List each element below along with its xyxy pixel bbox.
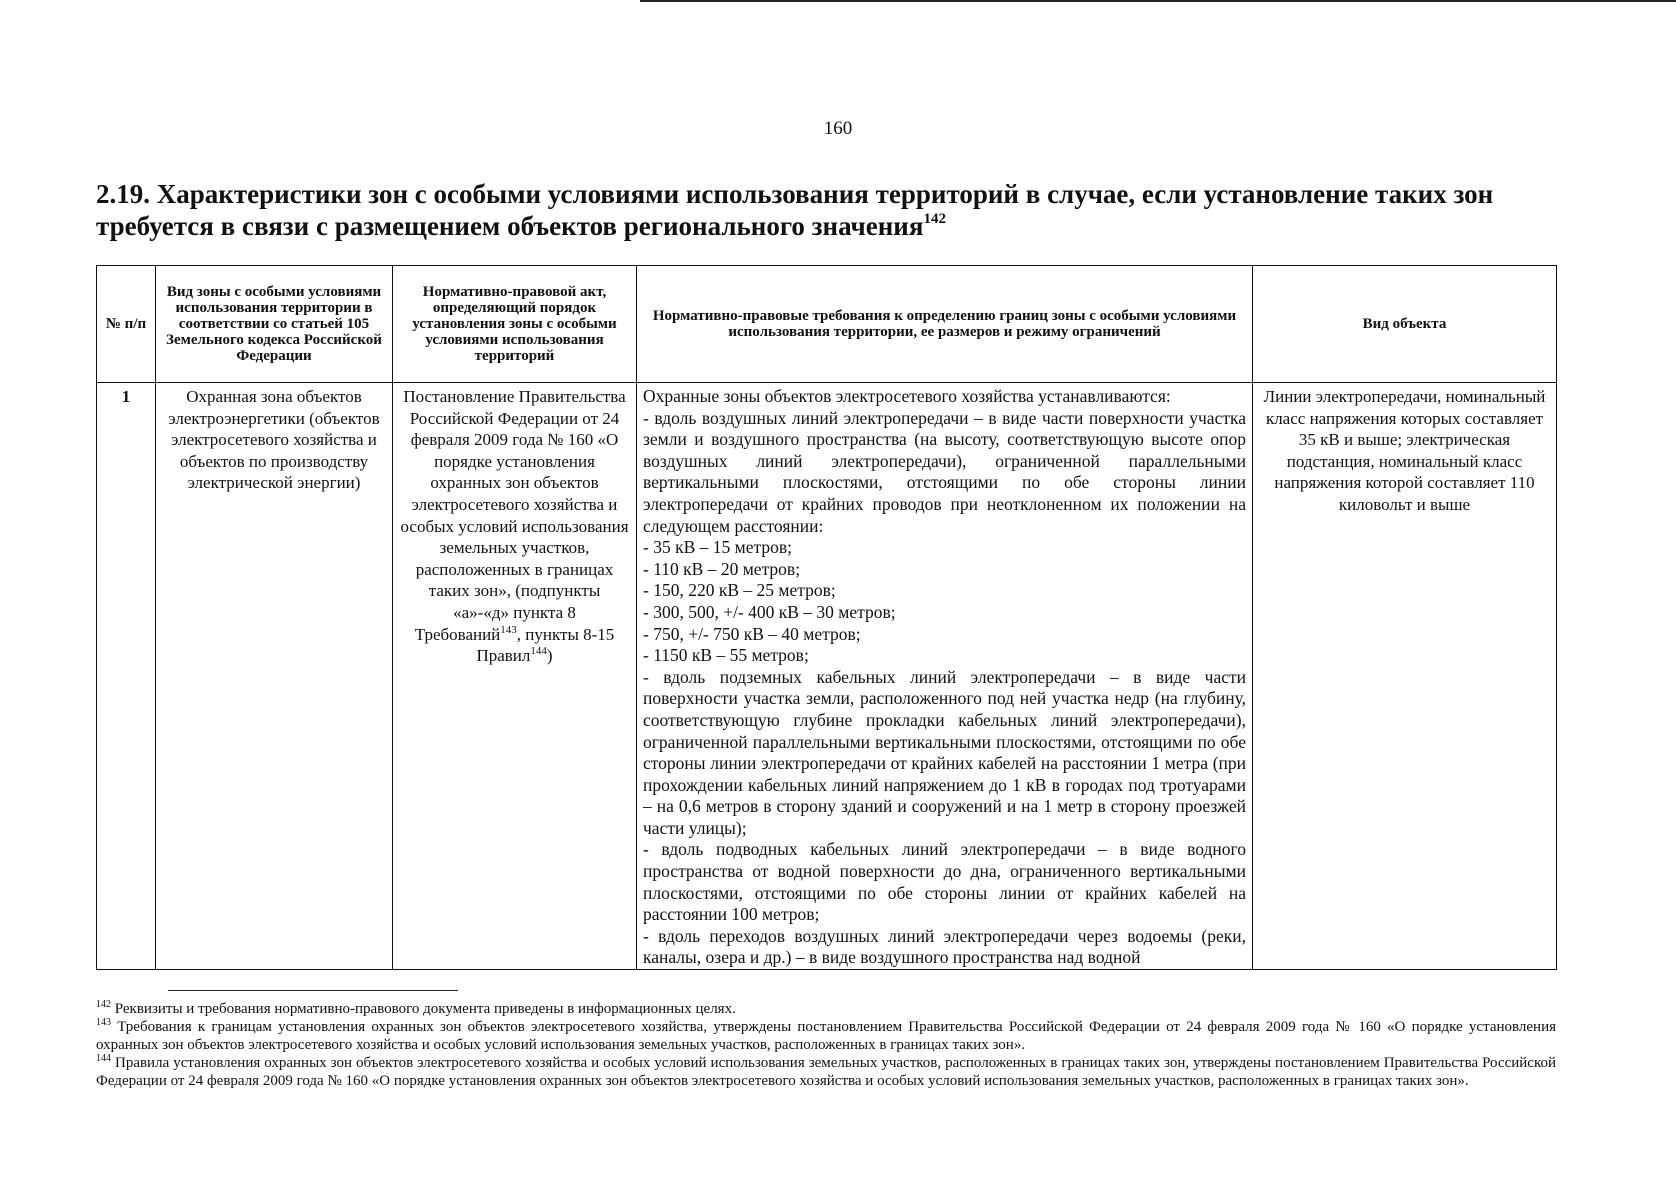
cell-requirements: [637, 383, 1253, 970]
requirement-150-220kv: - 150, 220 кВ – 25 метров;: [643, 580, 836, 601]
table-header-row: [97, 266, 1557, 383]
legal-act-text: Постановление Правительства Российской Федерации от 24 февраля 2009 года № 160 «О порядке установления охранных зон объектов электросетевого хозяйства и особых условий использования земельных участков, расположенных в границах таких зон», (подпункты «а»-«д» пункта 8 Требований: [400, 387, 629, 644]
table-row: [97, 383, 1557, 970]
page-number: 160: [823, 118, 853, 139]
header-num: № п/п: [97, 266, 156, 383]
cell-legal-act: [393, 383, 637, 970]
footnote-ref-144[interactable]: 144: [530, 645, 547, 658]
header-object-type: Вид объекта: [1253, 266, 1557, 383]
section-title: [96, 178, 1566, 242]
footnote-number: 142: [96, 999, 111, 1010]
footnote-separator: [168, 990, 458, 991]
requirement-35kv: - 35 кВ – 15 метров;: [643, 537, 792, 558]
footnote-ref-143[interactable]: 143: [500, 623, 517, 636]
top-border-line: [640, 0, 1676, 2]
section-title-text: 2.19. Характеристики зон с особыми условиями использования территорий в случае, если установление таких зон требуется в связи с размещением объектов регионального значения: [96, 179, 1494, 241]
footnotes: [96, 1000, 1556, 1090]
cell-zone-type: Охранная зона объектов электроэнергетики (объектов электросетевого хозяйства и объектов по производству электрической энергии): [156, 383, 393, 970]
footnote-143: [96, 1018, 1556, 1054]
footnote-142: [96, 1000, 1556, 1018]
footnote-text: Реквизиты и требования нормативно-правового документа приведены в информационных целях.: [114, 1001, 736, 1017]
requirement-intro: Охранные зоны объектов электросетевого хозяйства устанавливаются:: [643, 386, 1171, 406]
requirement-overhead-lines: - вдоль воздушных линий электропередачи – в виде части поверхности участка земли и воздушного пространства (на высоту, соответствующую высоте опор воздушных линий электропередачи), ограниченной параллельными вертикальными плоскостями, отстоящими по обе стороны линии электропередачи от крайних проводов при неотклоненном их положении на следующем расстоянии:: [643, 407, 1246, 536]
footnote-144: [96, 1054, 1556, 1090]
requirement-underground-cables: - вдоль подземных кабельных линий электропередачи – в виде части поверхности участка земли, расположенного под ней участка недр (на глубину, соответствующую глубине прокладки кабельных линий электропередачи), ограниченной параллельными вертикальными плоскостями, отстоящими по обе стороны линии электропередачи от крайних кабелей на расстоянии 1 метра (при прохождении кабельных линий напряжением до 1 кВ в городах под тротуарами – на 0,6 метров в сторону зданий и сооружений и на 1 метр в сторону проезжей части улицы);: [643, 666, 1246, 838]
footnote-number: 144: [96, 1053, 111, 1064]
legal-act-end: ): [546, 646, 553, 666]
requirement-300-500kv: - 300, 500, +/- 400 кВ – 30 метров;: [643, 601, 896, 622]
legal-act-mid: , пункты 8-15 Правил: [476, 624, 615, 666]
zones-table: [96, 265, 1557, 970]
requirement-750kv: - 750, +/- 750 кВ – 40 метров;: [643, 623, 861, 644]
requirement-1150kv: - 1150 кВ – 55 метров;: [643, 645, 809, 666]
footnote-text: Правила установления охранных зон объектов электросетевого хозяйства и особых условий использования земельных участков, расположенных в границах таких зон, утверждены постановлением Правительства Российской Федерации от 24 февраля 2009 года № 160 «О порядке установления охранных зон объектов электросетевого хозяйства и особых условий использования земельных участков, расположенных в границах таких зон».: [96, 1055, 1557, 1089]
requirement-underwater-cables: - вдоль подводных кабельных линий электропередачи – в виде водного пространства от водной поверхности до дна, ограниченного вертикальными плоскостями, отстоящими по обе стороны линии от крайних кабелей на расстоянии 100 метров;: [643, 839, 1246, 925]
section-title-footnote-ref[interactable]: 142: [923, 211, 946, 227]
footnote-number: 143: [96, 1017, 111, 1028]
header-requirements: Нормативно-правовые требования к определению границ зоны с особыми условиями использования территории, ее размеров и режиму ограничений: [637, 266, 1253, 383]
header-zone-type: Вид зоны с особыми условиями использования территории в соответствии со статьей 105 Земельного кодекса Российской Федерации: [156, 266, 393, 383]
cell-num: 1: [97, 383, 156, 970]
requirement-110kv: - 110 кВ – 20 метров;: [643, 558, 801, 579]
header-legal-act: Нормативно-правовой акт, определяющий порядок установления зоны с особыми условиями использования территорий: [393, 266, 637, 383]
cell-object-type: Линии электропередачи, номинальный класс напряжения которых составляет 35 кВ и выше; электрическая подстанция, номинальный класс напряжения которой составляет 110 киловольт и выше: [1253, 383, 1557, 970]
requirement-water-crossings: - вдоль переходов воздушных линий электропередачи через водоемы (реки, каналы, озера и др.) – в виде воздушного пространства над водной: [643, 925, 1246, 968]
footnote-text: Требования к границам установления охранных зон объектов электросетевого хозяйства, утверждены постановлением Правительства Российской Федерации от 24 февраля 2009 года № 160 «О порядке установления охранных зон объектов электросетевого хозяйства и особых условий использования земельных участков, расположенных в границах таких зон».: [96, 1019, 1556, 1053]
